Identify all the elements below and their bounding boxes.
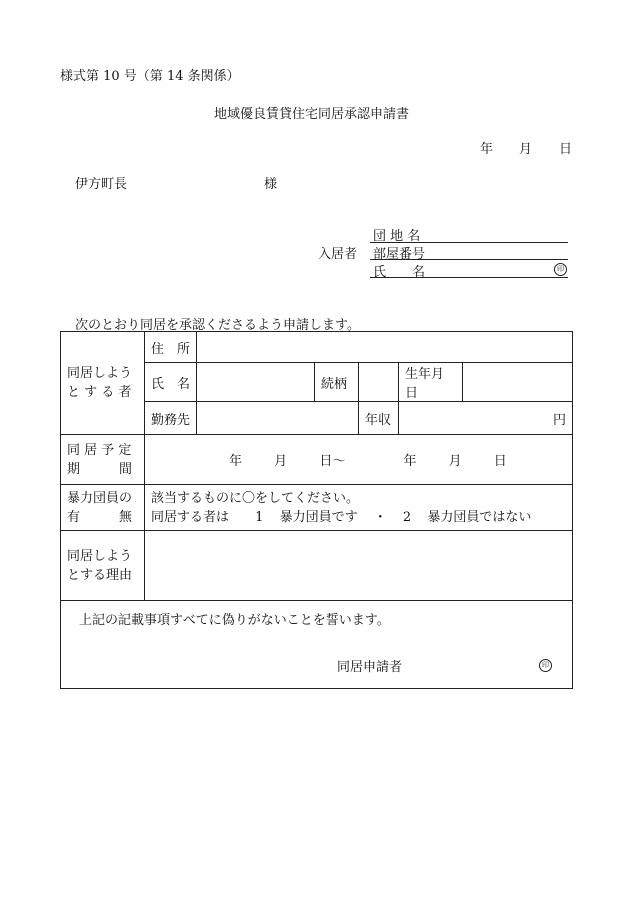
reason-label-line2: とする理由 bbox=[67, 567, 133, 583]
signer-seal: 印 bbox=[539, 659, 552, 672]
declaration-cell bbox=[61, 601, 573, 689]
gang-option2-number[interactable]: 2 bbox=[402, 509, 412, 525]
gang-label-line2: 有 無 bbox=[67, 509, 133, 525]
gang-label-line1: 暴力団員の bbox=[67, 490, 133, 506]
signer-row bbox=[79, 656, 554, 676]
gang-option1-number[interactable]: 1 bbox=[255, 509, 264, 525]
name-field[interactable] bbox=[197, 363, 315, 402]
period-to-month: 月 bbox=[448, 454, 462, 469]
addressee-name: 伊方町長 bbox=[75, 177, 128, 192]
room-underline bbox=[370, 259, 568, 260]
period-to-year: 年 bbox=[403, 454, 417, 469]
income-unit: 円 bbox=[553, 412, 567, 428]
period-from-day: 日〜 bbox=[319, 454, 346, 469]
period-from-year: 年 bbox=[229, 454, 243, 469]
address-field[interactable] bbox=[197, 332, 573, 363]
gang-option1[interactable]: 暴力団員です bbox=[279, 509, 358, 525]
gang-instruction: 該当するものに〇をしてください。 bbox=[151, 490, 360, 506]
relation-label: 続柄 bbox=[315, 363, 359, 402]
seal-mark: 印 bbox=[554, 263, 567, 276]
document-title: 地域優良賃貸住宅同居承認申請書 bbox=[214, 107, 410, 122]
address-label: 住 所 bbox=[145, 332, 197, 363]
reason-label-line1: 同居しよう bbox=[67, 548, 133, 564]
birthdate-field[interactable] bbox=[463, 363, 573, 402]
gang-option2[interactable]: 暴力団員ではない bbox=[427, 509, 532, 525]
intro-text: 次のとおり同居を承認くださるよう申請します。 bbox=[75, 318, 360, 333]
cohabitant-label bbox=[61, 332, 145, 435]
period-to-day: 日 bbox=[493, 454, 507, 469]
date-month: 月 bbox=[519, 142, 533, 157]
income-label: 年収 bbox=[359, 402, 399, 435]
period-from-month: 月 bbox=[274, 454, 288, 469]
gang-separator: ・ bbox=[373, 509, 387, 525]
applicant-field-room: 部屋番号 bbox=[373, 247, 426, 262]
application-table bbox=[60, 331, 573, 689]
gang-label bbox=[61, 485, 145, 531]
relation-field[interactable] bbox=[359, 363, 399, 402]
signer-label: 同居申請者 bbox=[337, 660, 403, 675]
gang-options bbox=[151, 508, 566, 527]
period-label-line2: 期 間 bbox=[67, 461, 133, 477]
addressee-honorific: 様 bbox=[264, 177, 278, 192]
declaration-text: 上記の記載事項すべてに偽りがないことを誓います。 bbox=[79, 613, 390, 628]
date-day: 日 bbox=[559, 142, 573, 157]
date-year: 年 bbox=[480, 142, 494, 157]
birthdate-label: 生年月日 bbox=[399, 363, 463, 402]
applicant-field-estate: 団 地 名 bbox=[373, 229, 421, 244]
gang-prefix: 同居する者は bbox=[151, 509, 230, 525]
income-field[interactable] bbox=[399, 402, 573, 435]
applicant-label: 入居者 bbox=[318, 247, 358, 262]
period-label-line1: 同 居 予 定 bbox=[67, 442, 132, 458]
cohabitant-label-line2: と す る 者 bbox=[67, 385, 132, 400]
name-underline bbox=[370, 277, 568, 278]
reason-label bbox=[61, 531, 145, 601]
name-label: 氏 名 bbox=[145, 363, 197, 402]
cohabitant-label-line1: 同居しよう bbox=[67, 366, 133, 381]
gang-field bbox=[145, 485, 573, 531]
form-number: 様式第 10 号（第 14 条関係） bbox=[60, 69, 240, 84]
reason-field[interactable] bbox=[145, 531, 573, 601]
period-label bbox=[61, 435, 145, 485]
period-field[interactable] bbox=[145, 435, 573, 485]
applicant-field-name: 氏 名 bbox=[373, 265, 426, 280]
workplace-label: 勤務先 bbox=[145, 402, 197, 435]
workplace-field[interactable] bbox=[197, 402, 359, 435]
